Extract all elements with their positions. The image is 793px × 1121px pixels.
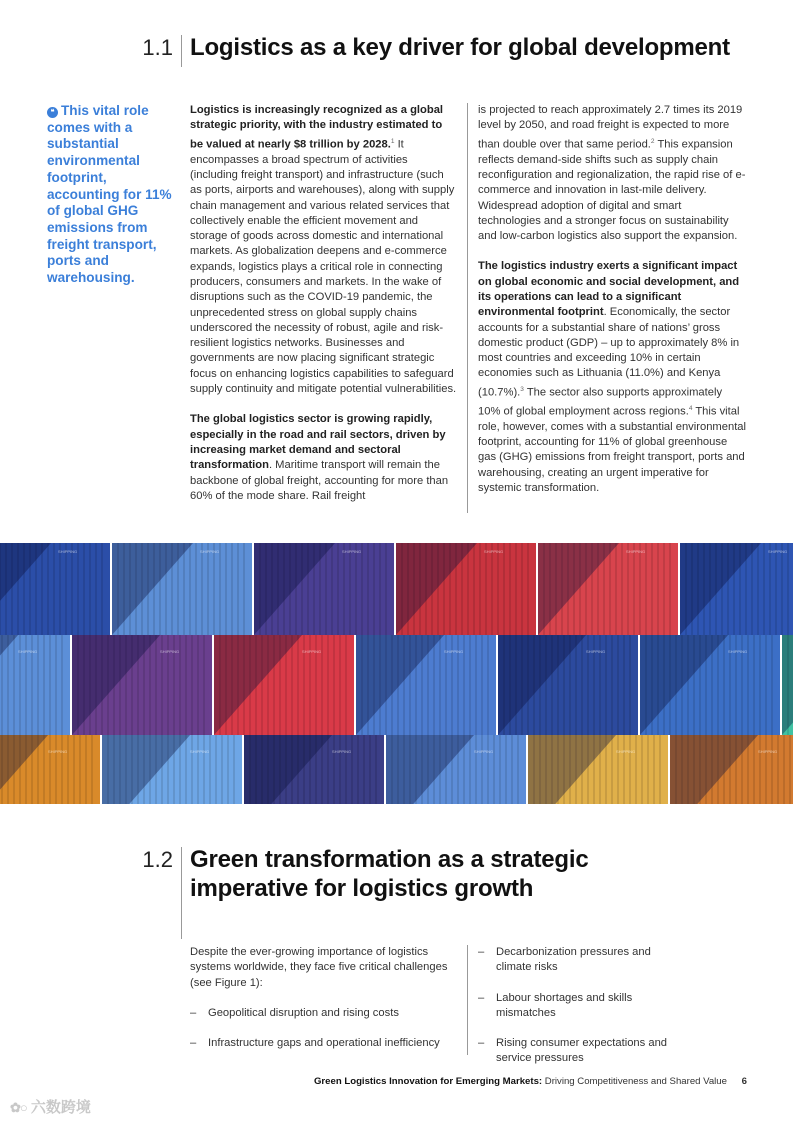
list-item (478, 991, 678, 1022)
container (0, 635, 70, 735)
section-title-line: Green transformation as a strategic (190, 846, 589, 873)
list-item-text: Infrastructure gaps and operational inefficiency (208, 1037, 440, 1050)
container (396, 543, 536, 635)
container-label: SHIPPING (332, 749, 352, 754)
footer-title-rest: Driving Competitiveness and Shared Value (542, 1076, 727, 1087)
list-item-text: Geopolitical disruption and rising costs (208, 1006, 399, 1019)
list-item (190, 1006, 460, 1021)
bullet-dash: – (478, 1037, 485, 1050)
list-item-text: Rising consumer expectations and service pressures (496, 1037, 668, 1065)
paragraph-text: The sector also supports approximately 10% of global employment across regions. (478, 386, 723, 418)
container (356, 635, 496, 735)
container-label: SHIPPING (18, 649, 38, 654)
container-label: SHIPPING (190, 749, 210, 754)
list-item-text: Labour shortages and skills mismatches (496, 991, 633, 1019)
list-item (190, 1036, 460, 1051)
container (102, 735, 242, 804)
paragraph-text: is projected to reach approximately 2.7 times its 2019 level by 2050, and road freight is expected to more than double over that same period. (478, 104, 743, 151)
paragraph (478, 103, 746, 244)
lead-sentence: Logistics is increasingly recognized as a global strategic priority, with the industry estimated to be valued at nearly $8 trillion by 2028. (190, 104, 444, 151)
lead-sentence: The global logistics sector is growing rapidly, especially in the road and rail sectors, driven by increasing market demand and sectoral transformation (190, 413, 446, 472)
section-number: 1.1 (142, 35, 173, 60)
paragraph (190, 412, 458, 504)
shipping-containers-photo (0, 543, 793, 804)
body-column-2 (478, 103, 746, 511)
container-label: SHIPPING (758, 749, 778, 754)
container-label: SHIPPING (200, 549, 220, 554)
paragraph-text: . Maritime transport will remain the backbone of global freight, accounting for more than 60% of the mode share. Rail freight (190, 459, 449, 502)
container-label: SHIPPING (342, 549, 362, 554)
container (214, 635, 354, 735)
footnote-ref[interactable]: 2 (650, 137, 655, 145)
container-label: SHIPPING (474, 749, 494, 754)
container-label: SHIPPING (58, 549, 78, 554)
containers-illustration (0, 543, 793, 804)
pull-quote-text: This vital role comes with a substantial environmental footprint, accounting for 11% of global GHG emissions from freight transport, ports and warehousing. (47, 103, 172, 286)
intro-paragraph: Despite the ever-growing importance of logistics systems worldwide, they face five critical challenges (see Figure 1): (190, 946, 448, 989)
paragraph (190, 103, 458, 397)
container (680, 543, 793, 635)
container-label: SHIPPING (626, 549, 646, 554)
column-rule (467, 945, 468, 1055)
container-label: SHIPPING (586, 649, 606, 654)
paragraph-text: This vital role, however, comes with a substantial environmental footprint, accounting for 11% of global greenhouse gas (GHG) emissions from freight transport, ports and warehousing, creating an urgent imperative for systemic transformation. (478, 405, 747, 495)
container (0, 735, 100, 804)
watermark-text: 六数跨境 (30, 1099, 91, 1116)
container (254, 543, 394, 635)
container (0, 543, 110, 635)
list-item (478, 1036, 678, 1067)
pull-quote (47, 103, 175, 287)
footnote-ref[interactable]: 3 (520, 385, 524, 393)
section-heading-rule (181, 35, 182, 67)
bullet-dash: – (478, 991, 485, 1004)
page-footer (314, 1076, 747, 1087)
container (112, 543, 252, 635)
container-label: SHIPPING (616, 749, 636, 754)
container-label: SHIPPING (728, 649, 748, 654)
watermark-logo-icon: ✿○ (10, 1100, 27, 1115)
container (244, 735, 384, 804)
container (528, 735, 668, 804)
container (640, 635, 780, 735)
container (72, 635, 212, 735)
column-rule (467, 103, 468, 513)
container-label: SHIPPING (48, 749, 68, 754)
section-number: 1.2 (142, 847, 173, 872)
lead-sentence: The logistics industry exerts a significant impact on global economic and social development, and its operations can lead to a significant environmental footprint (478, 260, 740, 319)
section-heading-rule (181, 847, 182, 939)
container (386, 735, 526, 804)
list-item-text: Decarbonization pressures and climate risks (496, 946, 651, 974)
list-item (478, 945, 678, 976)
container-label: SHIPPING (302, 649, 322, 654)
section-title: Logistics as a key driver for global development (190, 34, 730, 61)
section-title (190, 845, 750, 903)
paragraph-text: This expansion reflects demand-side shifts such as supply chain reconfiguration and regionalization, the rapid rise of e-commerce and innovation in last-mile delivery. Widespread adoption of digital and smart technologies and a stronger focus on sustainability and low-carbon logistics also support the expansion. (478, 138, 746, 243)
container-label: SHIPPING (444, 649, 464, 654)
footnote-ref[interactable]: 1 (390, 137, 395, 145)
challenges-left-column (190, 945, 460, 1066)
container (670, 735, 793, 804)
body-column-1 (190, 103, 458, 519)
bullet-dash: – (190, 1037, 197, 1050)
bullet-dash: – (478, 946, 485, 958)
container (538, 543, 678, 635)
section-title-line: imperative for logistics growth (190, 875, 534, 902)
container (782, 635, 793, 735)
bullet-dash: – (190, 1006, 197, 1019)
footnote-ref[interactable]: 4 (688, 404, 693, 412)
paragraph-text: It encompasses a broad spectrum of activities (including freight transport) and infrastructure (such as ports, airports and warehouses), along with supply chain management and various related services that collectively enable the efficient movement and storage of goods across domestic and international markets. As globalization deepens and e-commerce expands, logistics plays a critical role in connecting producers, consumers and markets. In the wake of disruptions such as the COVID-19 pandemic, the unprecedented stress on global supply chains underscored the necessity of robust, agile and risk-resilient logistics networks. Businesses and governments are now placing significant strategic focus on enhancing logistics capabilities to safeguard supply continuity and mitigate potential vulnerabilities. (190, 138, 457, 396)
paragraph (478, 259, 746, 496)
footer-title-bold: Green Logistics Innovation for Emerging Markets: (313, 1076, 543, 1087)
quote-icon: ❝ (47, 107, 58, 118)
container-label: SHIPPING (768, 549, 788, 554)
page-number: 6 (741, 1076, 747, 1087)
paragraph-text: . Economically, the sector accounts for a substantial share of nations’ gross domestic product (GDP) – up to approximately 8% in most countries and exceeding 10% in certain economies such as Lithuania (11.0%) and Kenya (10.7%). (478, 306, 740, 399)
container (498, 635, 638, 735)
container-label: SHIPPING (484, 549, 504, 554)
challenges-right-column (478, 945, 678, 1082)
container-label: SHIPPING (160, 649, 180, 654)
watermark (10, 1096, 91, 1117)
